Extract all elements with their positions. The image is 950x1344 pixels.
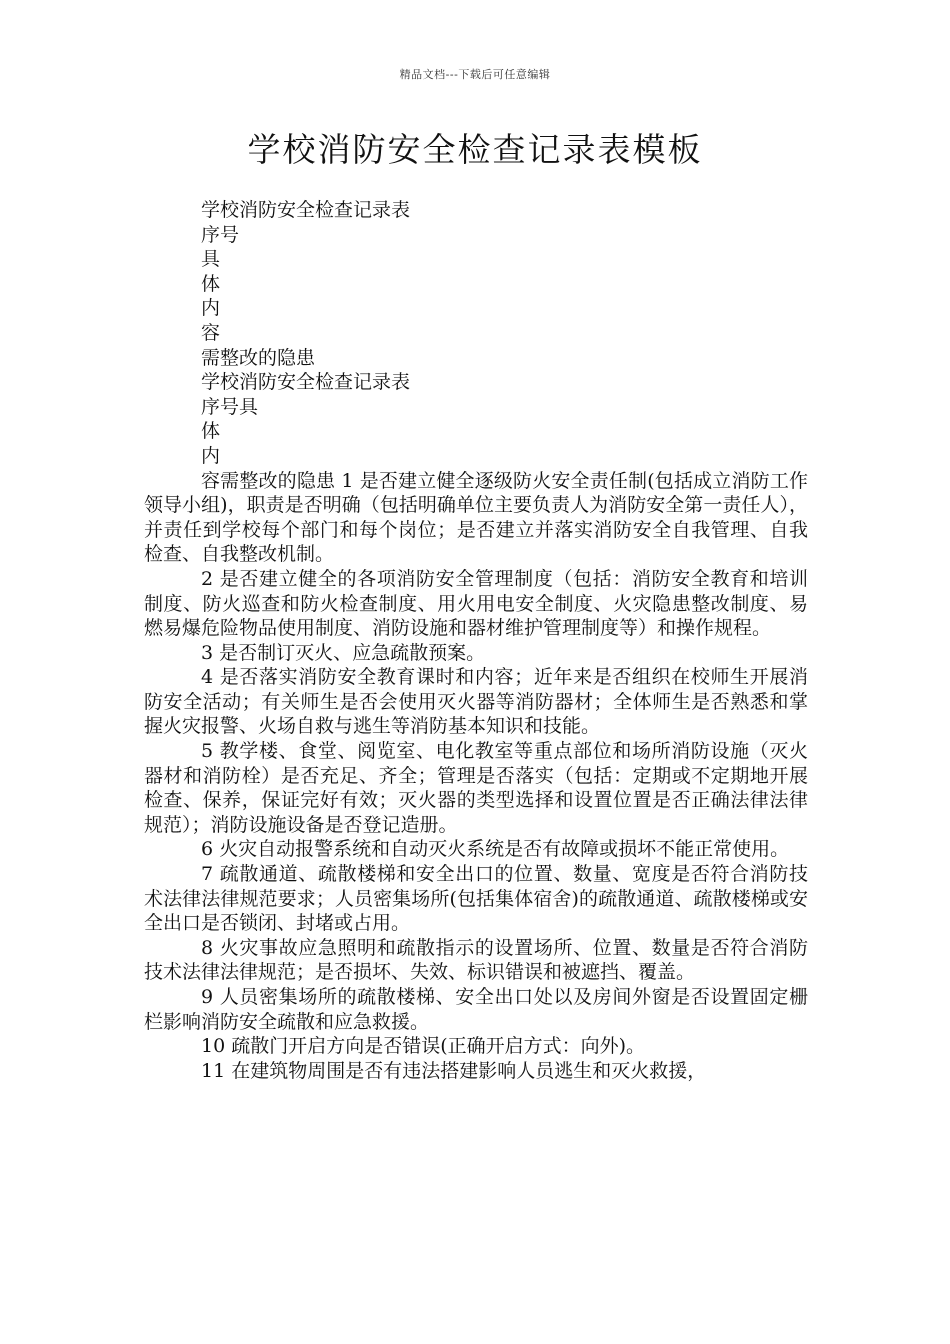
text-line: 内 <box>201 444 221 467</box>
header-note: 精品文档---下载后可任意编辑 <box>399 68 551 81</box>
paragraph-item-7: 7 疏散通道、疏散楼梯和安全出口的位置、数量、宽度是否符合消防技术法律法律规范要求；人员密集场所(包括集体宿舍)的疏散通道、疏散楼梯或安全出口是否锁闭、封堵或占用。 <box>144 863 808 935</box>
text-line: 学校消防安全检查记录表 <box>201 199 411 221</box>
paragraph-item-5: 5 教学楼、食堂、阅览室、电化教室等重点部位和场所消防设施（灭火器材和消防栓）是否充足、齐全；管理是否落实（包括：定期或不定期地开展检查、保养，保证完好有效；灭火器的类型选择和设置位置是否正确法律法律规范）；消防设施设备是否登记造册。 <box>144 740 808 836</box>
paragraph-item-9: 9 人员密集场所的疏散楼梯、安全出口处以及房间外窗是否设置固定栅栏影响消防安全疏散和应急救援。 <box>144 986 808 1033</box>
paragraph-item-6: 6 火灾自动报警系统和自动灭火系统是否有故障或损坏不能正常使用。 <box>201 838 790 861</box>
text-line: 序号 <box>201 223 240 246</box>
text-line: 序号具 <box>201 395 259 418</box>
paragraph-item-8: 8 火灾事故应急照明和疏散指示的设置场所、位置、数量是否符合消防技术法律法律规范；是否损坏、失效、标识错误和被遮挡、覆盖。 <box>144 936 808 984</box>
document-body <box>144 198 808 1083</box>
text-line: 内 <box>201 297 221 320</box>
paragraph-item-3: 3 是否制订灭火、应急疏散预案。 <box>201 641 486 664</box>
paragraph-item-2: 2 是否建立健全的各项消防安全管理制度（包括：消防安全教育和培训制度、防火巡查和防火检查制度、用火用电安全制度、火灾隐患整改制度、易燃易爆危险物品使用制度、消防设施和器材维护管理制度等）和操作规程。 <box>144 567 808 640</box>
text-line: 学校消防安全检查记录表 <box>201 371 411 394</box>
text-line: 容 <box>201 321 221 344</box>
text-line: 体 <box>201 420 221 443</box>
paragraph-item-10: 10 疏散门开启方向是否错误(正确开启方式：向外)。 <box>201 1035 646 1058</box>
text-line: 体 <box>201 272 221 295</box>
text-line: 具 <box>201 248 221 271</box>
paragraph-item-1: 容需整改的隐患 1 是否建立健全逐级防火安全责任制(包括成立消防工作领导小组)，职责是否明确（包括明确单位主要负责人为消防安全第一责任人），并责任到学校每个部门和每个岗位；是否建立并落实消防安全自我管理、自我检查、自我整改机制。 <box>144 469 808 566</box>
text-line: 需整改的隐患 <box>201 346 316 369</box>
document-title: 学校消防安全检查记录表模板 <box>247 130 703 169</box>
paragraph-item-4: 4 是否落实消防安全教育课时和内容；近年来是否组织在校师生开展消防安全活动；有关师生是否会使用灭火器等消防器材；全体师生是否熟悉和掌握火灾报警、火场自救与逃生等消防基本知识和技能。 <box>144 666 808 738</box>
paragraph-item-11: 11 在建筑物周围是否有违法搭建影响人员逃生和灭火救援， <box>201 1059 707 1082</box>
